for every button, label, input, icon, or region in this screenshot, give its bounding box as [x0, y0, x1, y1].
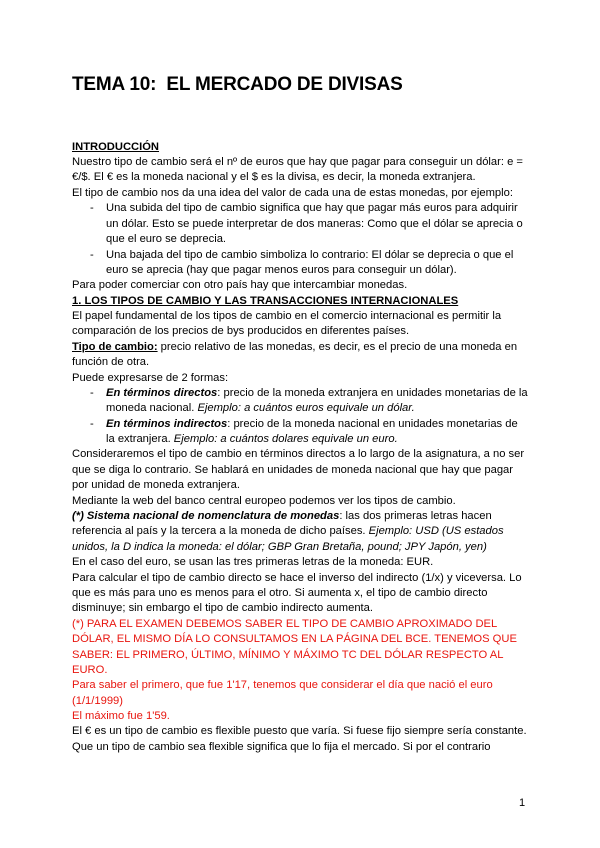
- bullet-2-line-2: euro se aprecia (hay que pagar menos euros para conseguir un dólar).: [106, 264, 457, 276]
- tipo-de-cambio-label: Tipo de cambio:: [72, 341, 158, 353]
- exam-note-line-7: El máximo fue 1'59.: [72, 710, 170, 722]
- page-title: TEMA 10: EL MERCADO DE DIVISAS: [72, 74, 403, 95]
- bullet-1-line-2: un dólar. Esto se puede interpretar de dos maneras: Como que el dólar se aprecia o: [106, 218, 523, 230]
- section-1-heading: 1. LOS TIPOS DE CAMBIO Y LAS TRANSACCIONES INTERNACIONALES: [72, 295, 459, 307]
- indirectos-example: Ejemplo: a cuántos dolares equivale un euro.: [173, 433, 398, 445]
- tipo-de-cambio-definition: [72, 341, 517, 354]
- directos-example: Ejemplo: a cuántos euros equivale un dólar.: [197, 402, 415, 414]
- intro-p4: Para poder comerciar con otro país hay que intercambiar monedas.: [72, 279, 408, 291]
- directos-label: En términos directos: [106, 387, 218, 399]
- bullet-dash: -: [90, 249, 94, 261]
- indirectos-line-1: En términos indirectos: precio de la moneda nacional en unidades monetarias de: [106, 418, 518, 430]
- bullet-2-line-1: Una bajada del tipo de cambio simboliza lo contrario: El dólar se deprecia o que el: [106, 249, 514, 261]
- exam-note-line-1: (*) PARA EL EXAMEN DEBEMOS SABER EL TIPO DE CAMBIO APROXIMADO DEL: [72, 618, 498, 630]
- directos-line-1: En términos directos: precio de la moneda extranjera en unidades monetarias de la: [106, 387, 528, 399]
- intro-p1: Nuestro tipo de cambio será el nº de euros que hay que pagar para conseguir un dólar: e =: [72, 156, 523, 168]
- nomenclatura-line-1: (*) Sistema nacional de nomenclatura de monedas: las dos primeras letras hacen: [72, 510, 492, 522]
- consider-line-2: que se diga lo contrario. Se hablará en unidades de moneda nacional que hay que pagar: [72, 464, 513, 476]
- nomenclatura-line-2: referencia al país y la tercera a la moneda de dicho países. Ejemplo: USD (US estados: [72, 525, 504, 537]
- intro-heading: INTRODUCCIÓN: [72, 141, 160, 153]
- euro-code-line: En el caso del euro, se usan las tres primeras letras de la moneda: EUR.: [72, 556, 434, 568]
- bullet-dash: -: [90, 387, 94, 399]
- consider-line-1: Consideraremos el tipo de cambio en términos directos a lo largo de la asignatura, a no ser: [72, 448, 525, 460]
- intro-p2: €/$. El € es la moneda nacional y el $ es la divisa, es decir, la moneda extranjera.: [72, 171, 476, 183]
- calc-line-1: Para calcular el tipo de cambio directo se hace el inverso del indirecto (1/x) y viceversa. Lo: [72, 572, 522, 584]
- section-1-p2: comparación de los precios de bys producidos en diferentes países.: [72, 325, 410, 337]
- exam-note-line-3: SABER: EL PRIMERO, ÚLTIMO, MÍNIMO Y MÁXIMO TC DEL DÓLAR RESPECTO AL: [72, 649, 504, 661]
- nomenclatura-line-3: unidos, la D indica la moneda: el dólar; GBP Gran Bretaña, pound; JPY Japón, yen): [72, 541, 487, 553]
- exam-note-line-5: Para saber el primero, que fue 1'17, tenemos que considerar el día que nació el euro: [72, 679, 493, 691]
- calc-line-3: disminuye; sin embargo el tipo de cambio indirecto aumenta.: [72, 602, 373, 614]
- indirectos-line-2: la extranjera. Ejemplo: a cuántos dolares equivale un euro.: [106, 433, 398, 445]
- indirectos-label: En términos indirectos: [106, 418, 228, 430]
- bce-line: Mediante la web del banco central europeo podemos ver los tipos de cambio.: [72, 495, 456, 507]
- calc-line-2: que es más para uno es menos para el otro. Si aumenta x, el tipo de cambio directo: [72, 587, 488, 599]
- exam-note-line-2: DÓLAR, EL MISMO DÍA LO CONSULTAMOS EN LA PÁGINA DEL BCE. TENEMOS QUE: [72, 633, 517, 645]
- exam-note-line-4: EURO.: [72, 664, 108, 676]
- tipo-de-cambio-text: precio relativo de las monedas, es decir, es el precio de una moneda en: [157, 341, 518, 353]
- forms-intro: Puede expresarse de 2 formas:: [72, 372, 229, 384]
- tipo-de-cambio-line-2: función de otra.: [72, 356, 150, 368]
- flexible-line-1: El € es un tipo de cambio es flexible puesto que varía. Si fuese fijo siempre sería constante.: [72, 725, 527, 737]
- page-number: 1: [519, 797, 526, 809]
- intro-p3: El tipo de cambio nos da una idea del valor de cada una de estas monedas, por ejemplo:: [72, 187, 513, 199]
- bullet-dash: -: [90, 418, 94, 430]
- bullet-1-line-3: que el euro se deprecia.: [106, 233, 227, 245]
- consider-line-3: por unidad de moneda extranjera.: [72, 479, 240, 491]
- bullet-1-line-1: Una subida del tipo de cambio significa que hay que pagar más euros para adquirir: [106, 202, 518, 214]
- flexible-line-2: Que un tipo de cambio sea flexible significa que lo fija el mercado. Si por el contrario: [72, 741, 491, 753]
- exam-note-line-6: (1/1/1999): [72, 695, 123, 707]
- bullet-dash: -: [90, 202, 94, 214]
- section-1-p1: El papel fundamental de los tipos de cambio en el comercio internacional es permitir la: [72, 310, 502, 322]
- nomenclatura-label: (*) Sistema nacional de nomenclatura de monedas: [72, 510, 340, 522]
- directos-line-2: moneda nacional. Ejemplo: a cuántos euros equivale un dólar.: [106, 402, 415, 414]
